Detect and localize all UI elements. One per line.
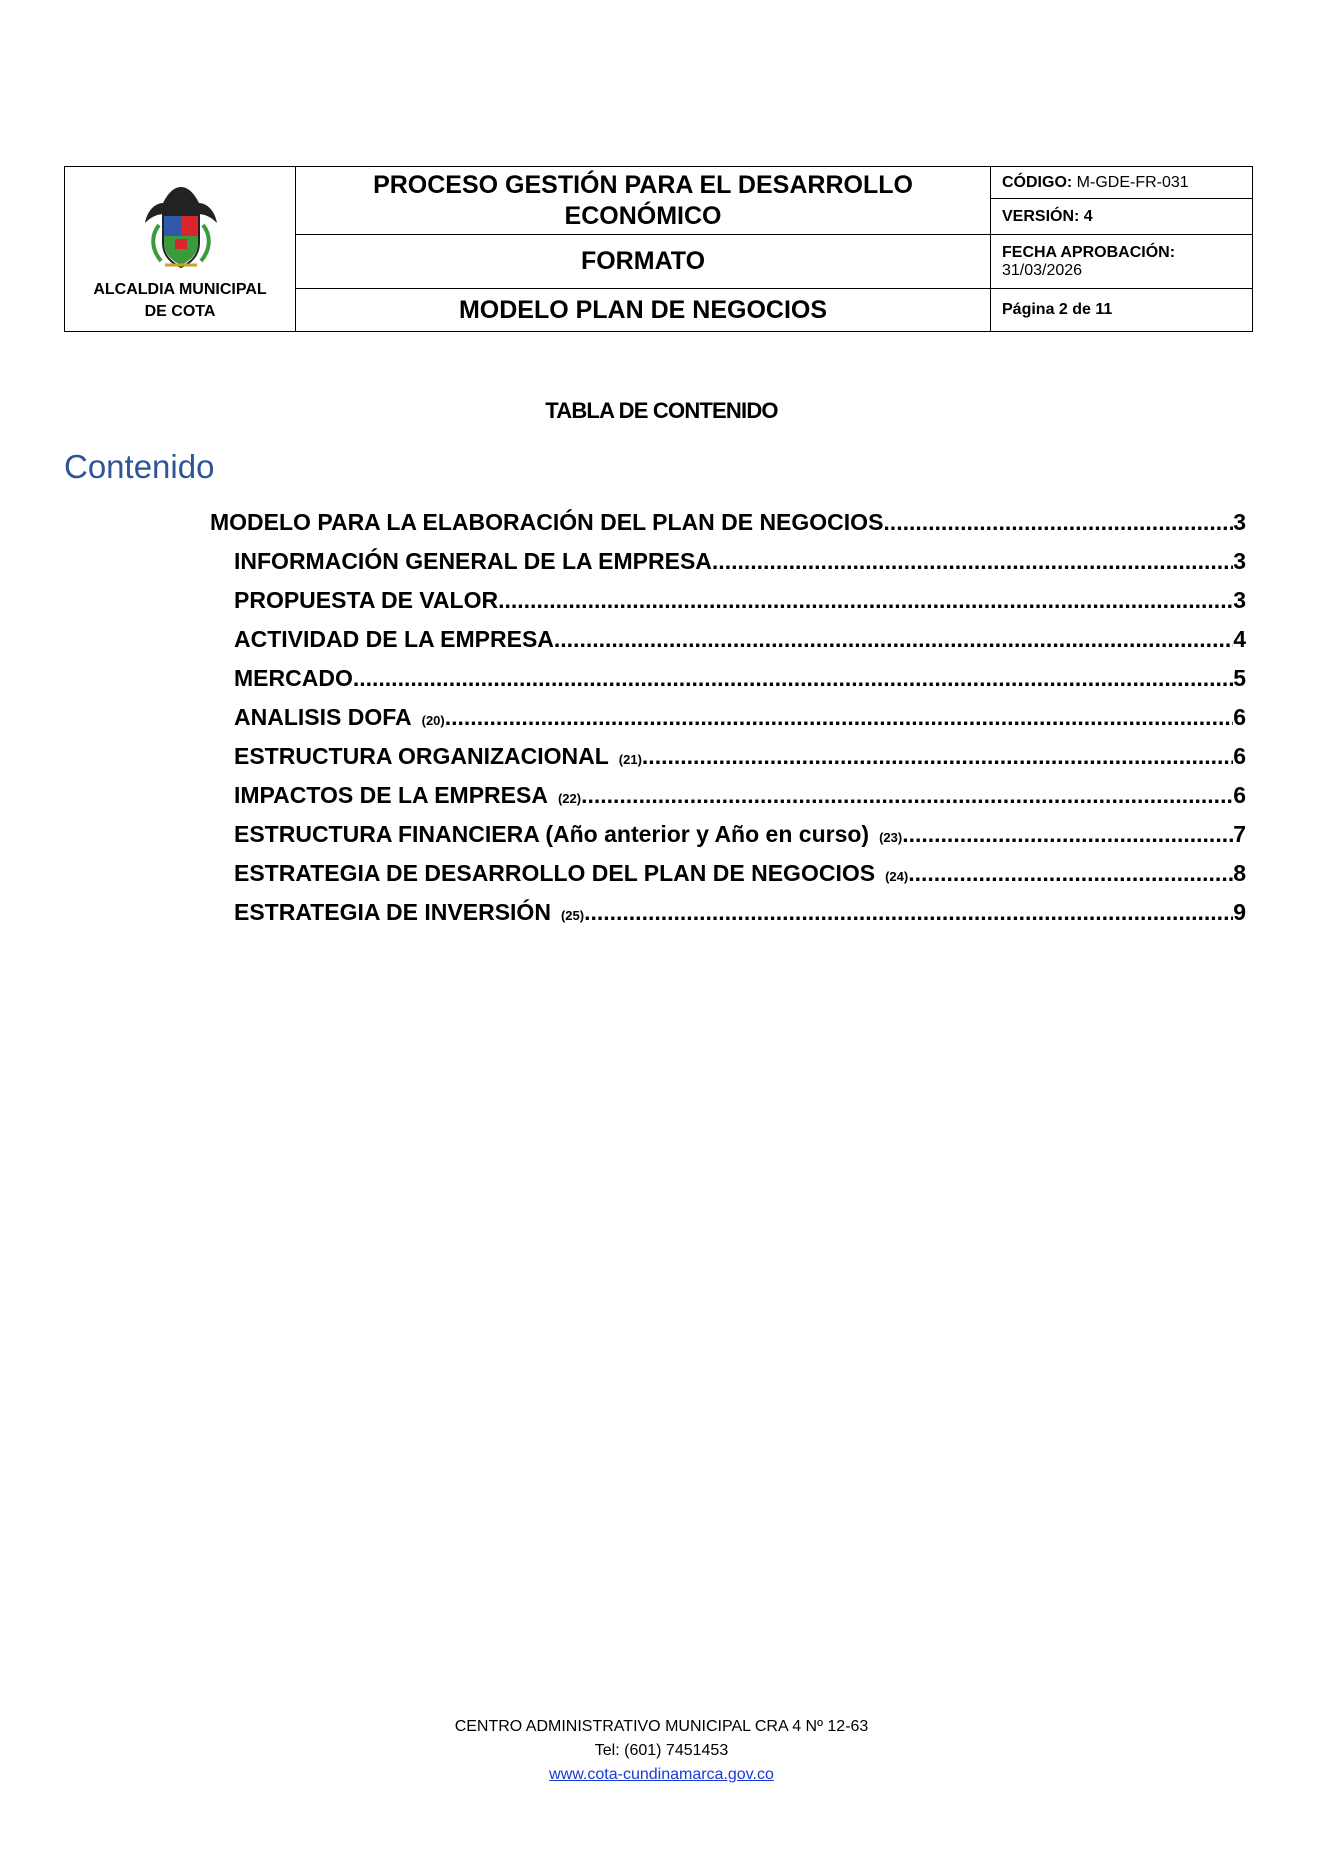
toc-item-title: ESTRUCTURA FINANCIERA (Año anterior y Año en curso) [234, 821, 870, 847]
toc-item-note: (21) [618, 752, 642, 767]
toc-item-note: (25) [560, 908, 585, 923]
toc-item-title: ACTIVIDAD DE LA EMPRESA [234, 626, 554, 652]
coat-of-arms-icon [133, 181, 229, 277]
toc-item-page: 6 [1233, 782, 1246, 808]
toc-item-page: 6 [1233, 743, 1246, 769]
organization-name [65, 279, 295, 323]
org-line-1: ALCALDIA MUNICIPAL [93, 281, 267, 298]
toc-item-note: (23) [879, 830, 903, 845]
toc-item-note: (24) [885, 869, 909, 884]
toc-item-page: 8 [1233, 860, 1246, 886]
toc-item[interactable] [210, 542, 1246, 581]
code-field [991, 167, 1252, 199]
page-footer [0, 1715, 1323, 1787]
toc-item-title: IMPACTOS DE LA EMPRESA [234, 782, 548, 808]
toc-item-page: 7 [1233, 821, 1246, 847]
toc-item-title: ESTRATEGIA DE INVERSIÓN [234, 899, 551, 925]
approval-date: 31/03/2026 [1002, 261, 1083, 279]
toc-item[interactable] [210, 854, 1246, 893]
code-value: M-GDE-FR-031 [1076, 173, 1189, 191]
document-header [64, 166, 1253, 332]
toc-item[interactable] [210, 581, 1246, 620]
table-of-contents [210, 503, 1246, 932]
toc-leader [712, 542, 1233, 581]
toc-leader [902, 815, 1233, 854]
toc-item-title: MERCADO [234, 665, 353, 691]
format-label: FORMATO [296, 235, 990, 289]
toc-item-title: ESTRUCTURA ORGANIZACIONAL [234, 743, 609, 769]
toc-leader [908, 854, 1233, 893]
approval-field [991, 235, 1252, 289]
toc-item-note: (22) [557, 791, 582, 806]
contents-title: Contenido [64, 448, 215, 485]
toc-leader [581, 776, 1233, 815]
header-logo-cell [65, 167, 296, 331]
footer-address: CENTRO ADMINISTRATIVO MUNICIPAL CRA 4 Nº 12-63 [454, 1718, 869, 1735]
toc-item[interactable] [210, 737, 1246, 776]
toc-leader [554, 620, 1233, 659]
page-number: Página 2 de 11 [1002, 301, 1113, 318]
org-line-2: DE COTA [144, 303, 216, 320]
toc-item-title: MODELO PARA LA ELABORACIÓN DEL PLAN DE NEGOCIOS [210, 509, 884, 535]
toc-item-title: INFORMACIÓN GENERAL DE LA EMPRESA [234, 548, 712, 574]
toc-leader [883, 503, 1233, 542]
toc-item-page: 3 [1233, 509, 1246, 535]
approval-label: FECHA APROBACIÓN: [1002, 243, 1176, 261]
toc-item[interactable] [210, 659, 1246, 698]
toc-item-page: 3 [1233, 587, 1246, 613]
toc-item-note: (20) [421, 713, 445, 728]
process-title [296, 167, 990, 235]
process-line-2: ECONÓMICO [564, 201, 722, 230]
toc-heading: TABLA DE CONTENIDO [545, 398, 778, 423]
toc-leader [642, 737, 1233, 776]
footer-website-link[interactable]: www.cota-cundinamarca.gov.co [549, 1766, 774, 1783]
toc-item-page: 5 [1233, 665, 1246, 691]
code-label: CÓDIGO: [1002, 173, 1073, 191]
toc-item[interactable] [210, 776, 1246, 815]
toc-item-page: 3 [1233, 548, 1246, 574]
toc-item[interactable] [210, 815, 1246, 854]
toc-item[interactable] [210, 698, 1246, 737]
toc-item[interactable] [210, 620, 1246, 659]
toc-item[interactable] [210, 503, 1246, 542]
process-line-1: PROCESO GESTIÓN PARA EL DESARROLLO [373, 170, 913, 199]
toc-item-page: 6 [1233, 704, 1246, 730]
toc-item-title: PROPUESTA DE VALOR [234, 587, 499, 613]
version-field: VERSIÓN: 4 [991, 199, 1252, 235]
header-title-cell [296, 167, 991, 331]
toc-item-page: 9 [1233, 899, 1246, 925]
toc-leader [445, 698, 1233, 737]
toc-leader [498, 581, 1233, 620]
toc-item-title: ANALISIS DOFA [234, 704, 412, 730]
model-title: MODELO PLAN DE NEGOCIOS [458, 295, 828, 324]
footer-phone: Tel: (601) 7451453 [594, 1742, 729, 1759]
toc-leader [584, 893, 1233, 932]
toc-leader [353, 659, 1233, 698]
toc-item[interactable] [210, 893, 1246, 932]
toc-item-title: ESTRATEGIA DE DESARROLLO DEL PLAN DE NEGOCIOS [234, 860, 876, 886]
header-meta-cell [991, 167, 1252, 331]
toc-item-page: 4 [1233, 626, 1246, 652]
